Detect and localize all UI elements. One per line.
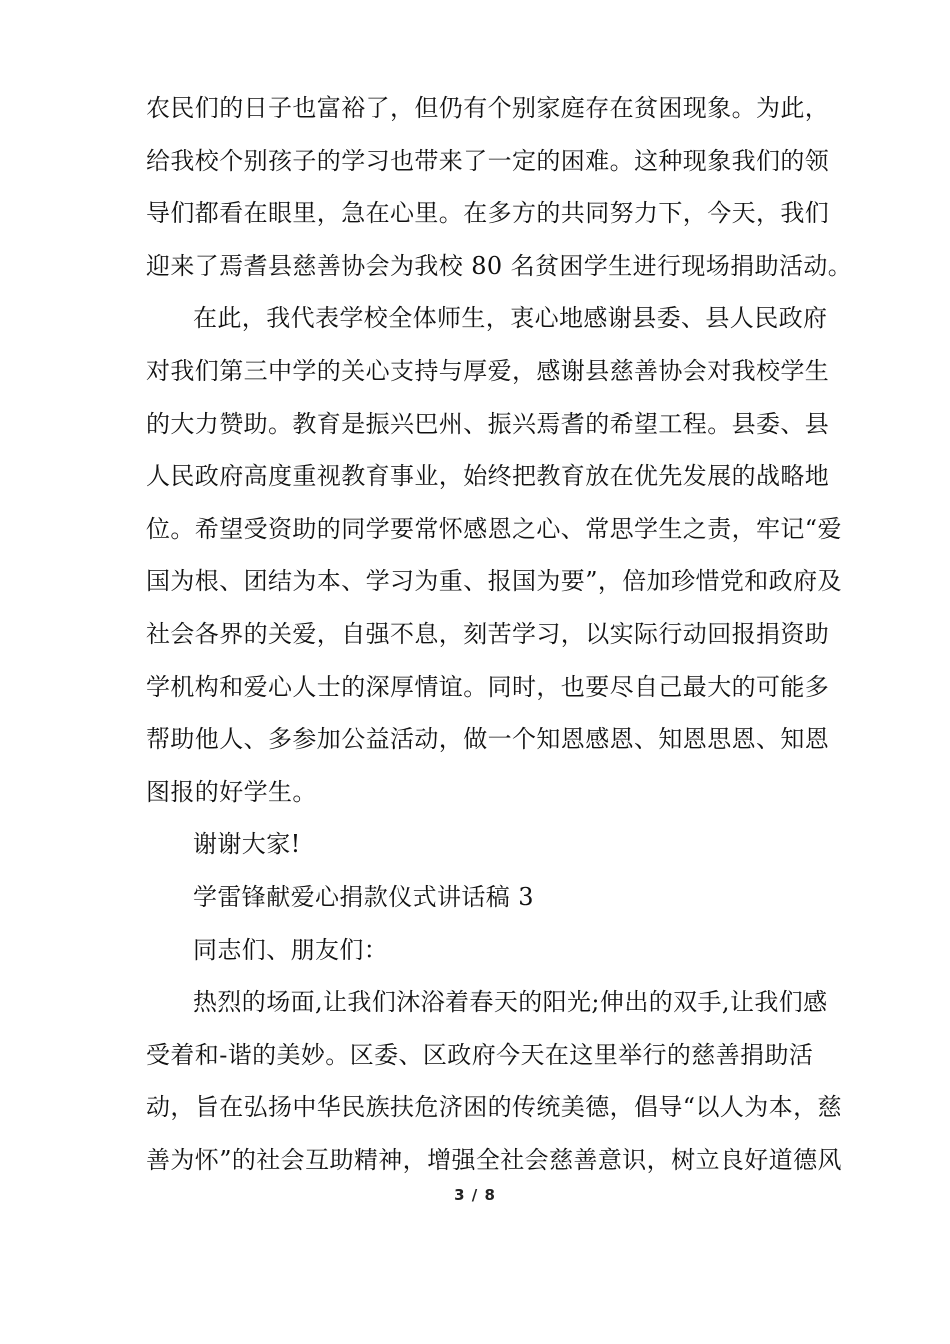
text-line: 同志们、朋友们： [193, 935, 389, 964]
text-line: 国为根、团结为本、学习为重、报国为要”，倍加珍惜党和政府及 [146, 567, 842, 596]
text-line: 热烈的场面,让我们沐浴着春天的阳光;伸出的双手,让我们感 [193, 988, 828, 1017]
text-line: 位。希望受资助的同学要常怀感恩之心、常思学生之责，牢记“爱 [146, 514, 842, 543]
text-line: 谢谢大家! [193, 830, 301, 859]
text-line: 农民们的日子也富裕了，但仍有个别家庭存在贫困现象。为此， [146, 94, 830, 122]
text-line: 社会各界的关爱，自强不息，刻苦学习，以实际行动回报捐资助 [146, 619, 830, 648]
page-number: 3 / 8 [454, 1186, 496, 1204]
text-line: 导们都看在眼里，急在心里。在多方的共同努力下，今天，我们 [146, 199, 830, 228]
text-line: 人民政府高度重视教育事业，始终把教育放在优先发展的战略地 [146, 462, 830, 491]
document-body [146, 82, 853, 1186]
text-line: 给我校个别孩子的学习也带来了一定的困难。这种现象我们的领 [146, 146, 830, 175]
text-line: 学雷锋献爱心捐款仪式讲话稿 3 [193, 882, 534, 911]
text-line: 图报的好学生。 [146, 777, 317, 806]
text-line: 动，旨在弘扬中华民族扶危济困的传统美德，倡导“以人为本，慈 [146, 1093, 842, 1122]
text-line: 善为怀”的社会互助精神，增强全社会慈善意识，树立良好道德风 [146, 1145, 842, 1174]
text-line: 的大力赞助。教育是振兴巴州、振兴焉耆的希望工程。县委、县 [146, 409, 830, 438]
text-line: 帮助他人、多参加公益活动，做一个知恩感恩、知恩思恩、知恩 [146, 725, 830, 754]
text-line: 在此，我代表学校全体师生，衷心地感谢县委、县人民政府 [193, 304, 828, 333]
text-line: 受着和-谐的美妙。区委、区政府今天在这里举行的慈善捐助活 [146, 1040, 814, 1069]
text-line: 对我们第三中学的关心支持与厚爱，感谢县慈善协会对我校学生 [146, 356, 830, 385]
text-line: 学机构和爱心人士的深厚情谊。同时，也要尽自己最大的可能多 [146, 672, 830, 701]
text-line: 迎来了焉耆县慈善协会为我校 80 名贫困学生进行现场捐助活动。 [146, 251, 853, 280]
